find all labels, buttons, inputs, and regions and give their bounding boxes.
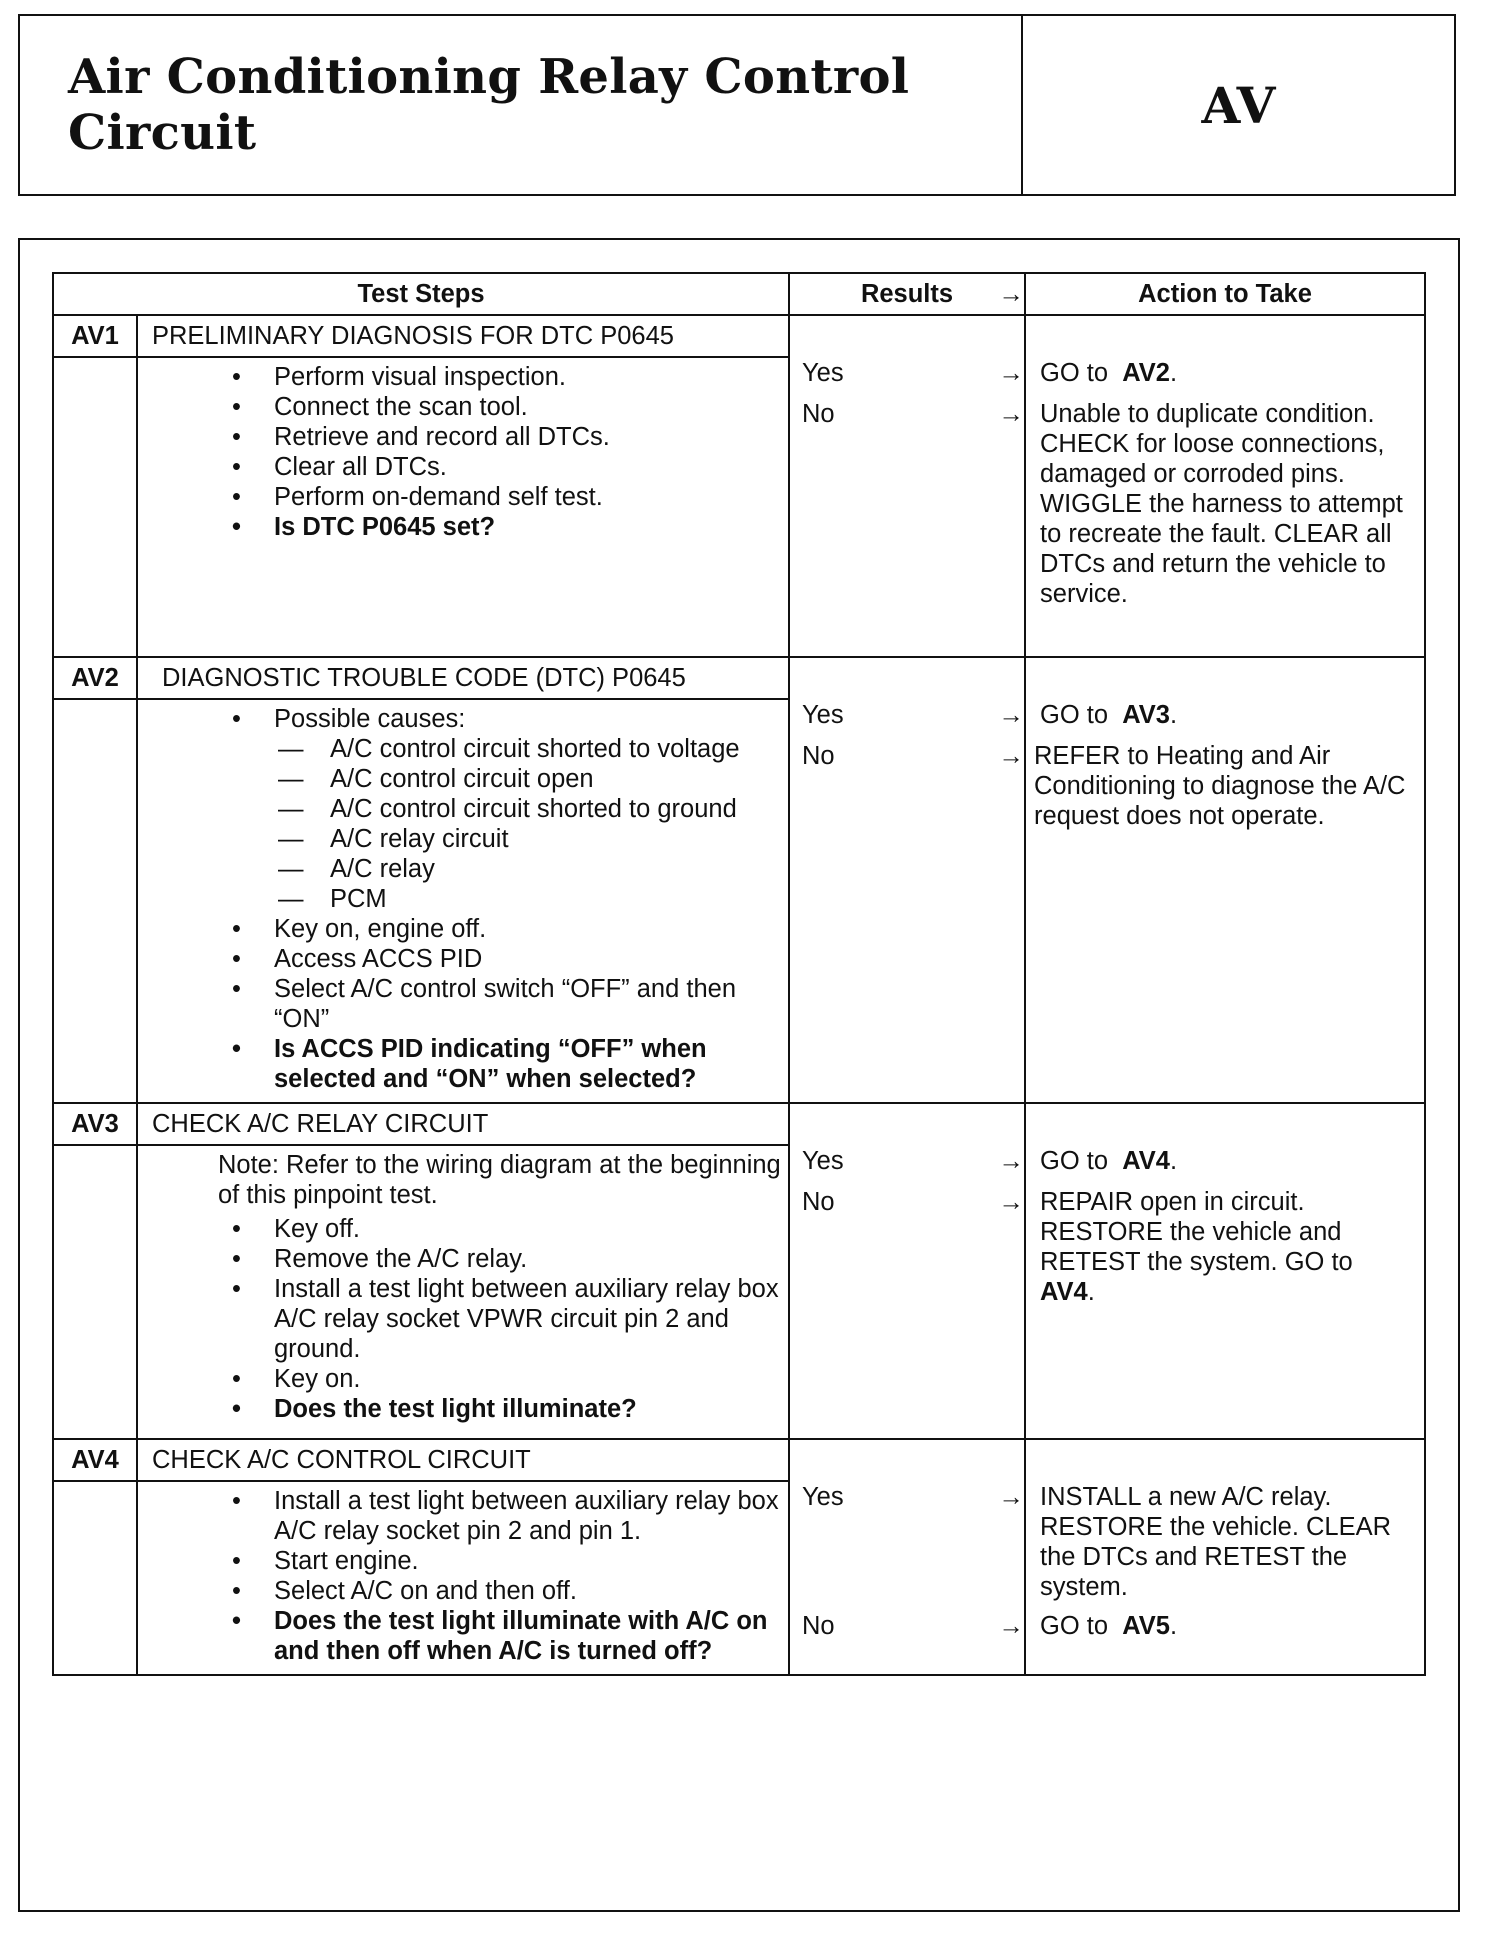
action-yes: GO to AV3.	[1040, 701, 1178, 729]
step-title: DIAGNOSTIC TROUBLE CODE (DTC) P0645	[137, 657, 789, 699]
list-item: • Retrieve and record all DTCs.	[232, 422, 782, 452]
step-id-spacer	[53, 699, 137, 1103]
result-no: No →	[802, 400, 1025, 428]
step-title: PRELIMINARY DIAGNOSIS FOR DTC P0645	[137, 315, 789, 357]
arrow-icon: →	[998, 742, 1025, 770]
list-item: • Key off.	[232, 1214, 782, 1244]
action-yes: INSTALL a new A/C relay. RESTORE the vehicle. CLEAR the DTCs and RETEST the system.	[1040, 1483, 1392, 1601]
action-cell	[1025, 1439, 1425, 1675]
step-title: CHECK A/C CONTROL CIRCUIT	[137, 1439, 789, 1481]
list-item: • Clear all DTCs.	[232, 452, 782, 482]
action-cell	[1025, 657, 1425, 1103]
list-item: • Connect the scan tool.	[232, 392, 782, 422]
step-body	[137, 357, 789, 657]
step-title: CHECK A/C RELAY CIRCUIT	[137, 1103, 789, 1145]
step-id: AV4	[53, 1439, 137, 1481]
list-item: • Start engine.	[232, 1546, 782, 1576]
list-item: • Remove the A/C relay.	[232, 1244, 782, 1274]
list-item: • Select A/C control switch “OFF” and then “ON”	[232, 974, 782, 1034]
cause-item: — A/C relay circuit	[274, 824, 782, 854]
arrow-icon: →	[998, 701, 1025, 729]
arrow-icon: →	[998, 359, 1025, 387]
list-item: • Key on, engine off.	[232, 914, 782, 944]
step-note: Note: Refer to the wiring diagram at the beginning of this pinpoint test.	[218, 1151, 781, 1209]
list-item: • Perform visual inspection.	[232, 362, 782, 392]
cause-item: — A/C control circuit shorted to ground	[274, 794, 782, 824]
arrow-icon: →	[998, 1483, 1025, 1511]
header-results	[789, 273, 1025, 315]
pinpoint-test-table	[52, 272, 1426, 1676]
table-header-row	[53, 273, 1425, 315]
results-cell	[789, 1103, 1025, 1439]
arrow-icon: →	[998, 280, 1025, 308]
page-header	[18, 14, 1456, 196]
header-test-steps: Test Steps	[53, 273, 789, 315]
step-id: AV2	[53, 657, 137, 699]
step-id: AV3	[53, 1103, 137, 1145]
step-body	[137, 699, 789, 1103]
cause-item: — PCM	[274, 884, 782, 914]
header-results-label: Results	[860, 280, 954, 308]
step-title-row	[53, 1103, 1425, 1145]
arrow-icon: →	[998, 1612, 1025, 1640]
result-yes: Yes →	[802, 359, 1025, 387]
cause-item: — A/C control circuit open	[274, 764, 782, 794]
results-cell	[789, 657, 1025, 1103]
step-body	[137, 1481, 789, 1675]
action-yes: GO to AV4.	[1040, 1147, 1178, 1175]
step-question: • Does the test light illuminate?	[232, 1394, 782, 1424]
step-title-row	[53, 315, 1425, 357]
action-no: GO to AV5.	[1040, 1612, 1178, 1640]
step-body	[137, 1145, 789, 1439]
list-item: • Key on.	[232, 1364, 782, 1394]
result-yes: Yes →	[802, 701, 1025, 729]
step-id-spacer	[53, 1481, 137, 1675]
list-item: • Select A/C on and then off.	[232, 1576, 782, 1606]
action-cell	[1025, 1103, 1425, 1439]
step-question: • Is ACCS PID indicating “OFF” when selected and “ON” when selected?	[232, 1034, 782, 1094]
step-id-spacer	[53, 357, 137, 657]
step-id: AV1	[53, 315, 137, 357]
results-cell	[789, 315, 1025, 657]
list-item: • Install a test light between auxiliary relay box A/C relay socket VPWR circuit pin 2 and ground.	[232, 1274, 782, 1364]
list-item: • Access ACCS PID	[232, 944, 782, 974]
action-no: REFER to Heating and Air Conditioning to diagnose the A/C request does not operate.	[1034, 742, 1406, 830]
list-item: • Perform on-demand self test.	[232, 482, 782, 512]
result-no: No →	[802, 1612, 1025, 1640]
arrow-icon: →	[998, 1147, 1025, 1175]
cause-item: — A/C relay	[274, 854, 782, 884]
page-title: Air Conditioning Relay Control Circuit	[20, 16, 1023, 194]
cause-item: — A/C control circuit shorted to voltage	[274, 734, 782, 764]
result-yes: Yes →	[802, 1483, 1025, 1511]
step-id-spacer	[53, 1145, 137, 1439]
step-title-row	[53, 657, 1425, 699]
list-item: • Install a test light between auxiliary relay box A/C relay socket pin 2 and pin 1.	[232, 1486, 782, 1546]
step-question: • Does the test light illuminate with A/C on and then off when A/C is turned off?	[232, 1606, 782, 1666]
action-no: Unable to duplicate condition. CHECK for loose connections, damaged or corroded pins. WIGGLE the harness to attempt to recreate the fault. CLEAR all DTCs and return the vehicle to service.	[1040, 400, 1403, 608]
header-action: Action to Take	[1025, 273, 1425, 315]
result-no: No →	[802, 742, 1025, 770]
action-no: REPAIR open in circuit. RESTORE the vehicle and RETEST the system. GO to AV4.	[1040, 1188, 1353, 1306]
step-title-row	[53, 1439, 1425, 1481]
step-question: • Is DTC P0645 set?	[232, 512, 782, 542]
arrow-icon: →	[998, 400, 1025, 428]
results-cell	[789, 1439, 1025, 1675]
action-yes: GO to AV2.	[1040, 359, 1178, 387]
action-cell	[1025, 315, 1425, 657]
list-item: • Possible causes: — A/C control circuit shorted to voltage — A/C control circuit open — A/C control circuit shorted to ground — A/C relay circuit — A/C relay — PCM	[232, 704, 782, 914]
result-yes: Yes →	[802, 1147, 1025, 1175]
section-code: AV	[1201, 75, 1276, 135]
result-no: No →	[802, 1188, 1025, 1216]
arrow-icon: →	[998, 1188, 1025, 1216]
